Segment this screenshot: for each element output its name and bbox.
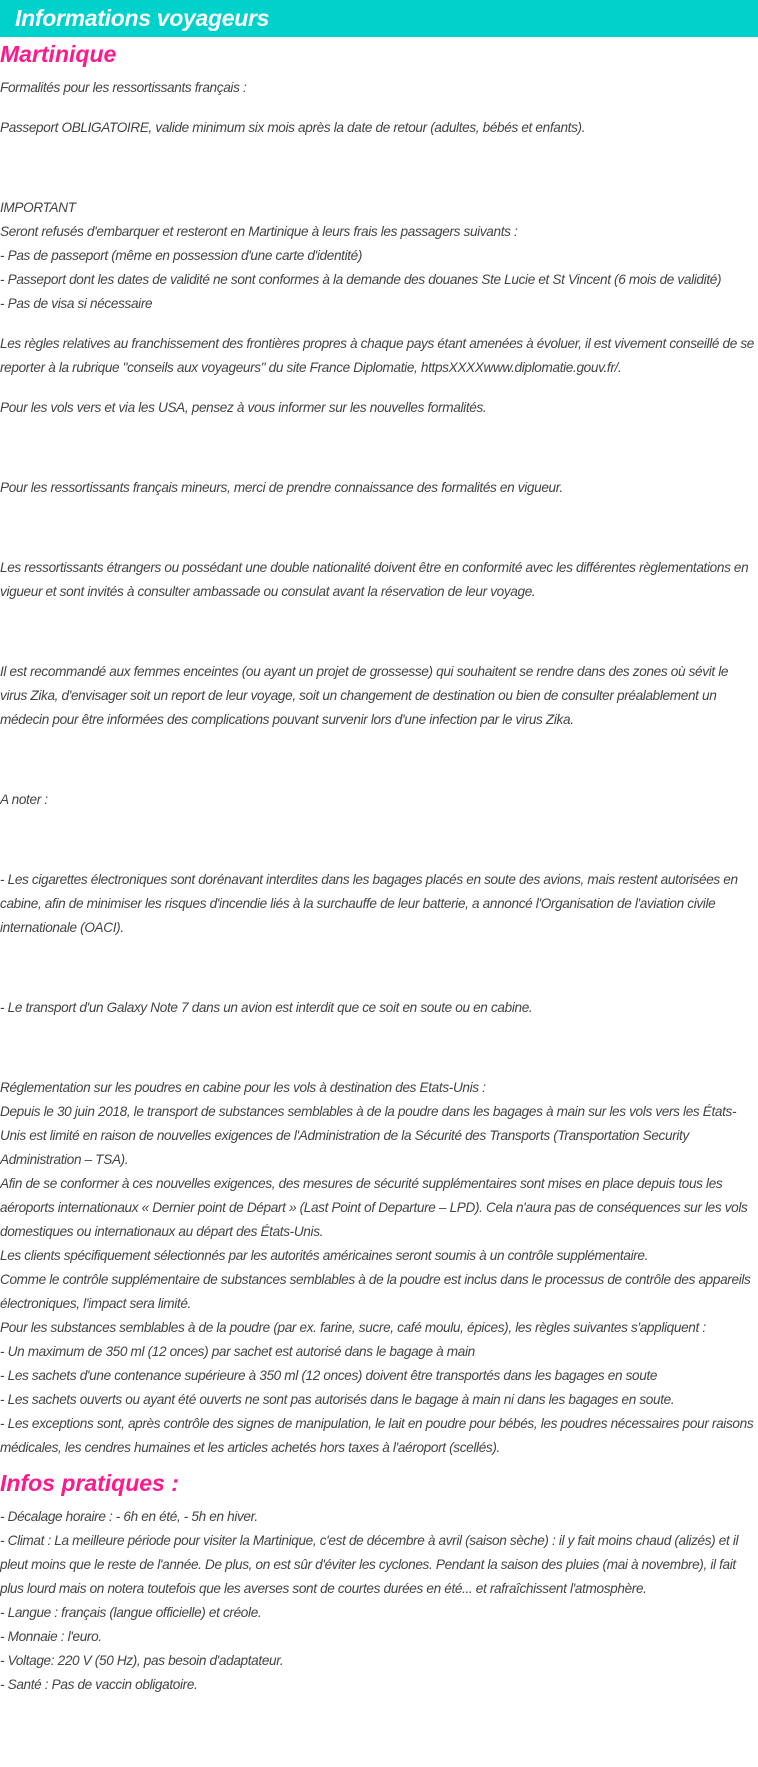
zika-warning: Il est recommandé aux femmes enceintes (ou ayant un projet de grossesse) qui souhaitent se rendre dans des zones où sévit le virus Zika, d'envisager soit un report de leur voyage, soit un changement de destination ou bien de consulter préalablement un médecin pour être informées des complications pouvant survenir lors d'une infection par le virus Zika. [0,664,729,727]
passport-requirement: Passeport OBLIGATOIRE, valide minimum six mois après la date de retour (adultes, bébés et enfants). [0,120,586,135]
formalities-intro: Formalités pour les ressortissants français : [0,80,247,95]
usa-flights-note: Pour les vols vers et via les USA, pensez à vous informer sur les nouvelles formalités. [0,400,487,415]
powder-rules-line: Depuis le 30 juin 2018, le transport de substances semblables à de la poudre dans les bagages à main sur les vols vers les États-Unis est limité en raison de nouvelles exigences de l'Administration de la Sécurité des Transports (Transportation Security Administration – TSA). [0,1104,737,1167]
important-line: Seront refusés d'embarquer et resteront en Martinique à leurs frais les passagers suivants : [0,224,518,239]
powder-rules-line: Pour les substances semblables à de la poudre (par ex. farine, sucre, café moulu, épices), les règles suivantes s'appliquent : [0,1320,706,1335]
powder-rules-line: - Les exceptions sont, après contrôle des signes de manipulation, le lait en poudre pour bébés, les poudres nécessaires pour raisons médicales, les cendres humaines et les articles achetés hors taxes à l'aéroport (scellés). [0,1416,754,1455]
practical-info-item: - Climat : La meilleure période pour visiter la Martinique, c'est de décembre à avril (saison sèche) : il y fait moins chaud (alizés) et il pleut moins que le reste de l'année. De plus, on est sûr d'éviter les cyclones. Pendant la saison des pluies (mai à novembre), il fait plus lourd mais on notera toutefois que les averses sont de courtes durées en été... et rafraîchissent l'atmosphère. [0,1533,739,1596]
practical-info-title: Infos pratiques : [0,1470,179,1496]
powder-rules-line: Les clients spécifiquement sélectionnés par les autorités américaines seront soumis à un contrôle supplémentaire. [0,1248,649,1263]
powder-rules-line: - Les sachets d'une contenance supérieure à 350 ml (12 onces) doivent être transportés dans les bagages en soute [0,1368,658,1383]
powder-rules-line: Comme le contrôle supplémentaire de substances semblables à de la poudre est inclus dans le processus de contrôle des appareils électroniques, l'impact sera limité. [0,1272,751,1311]
important-line: - Pas de visa si nécessaire [0,296,153,311]
foreigners-note: Les ressortissants étrangers ou possédant une double nationalité doivent être en conformité avec les différentes règlementations en vigueur et sont invités à consulter ambassade ou consulat avant la réservation de leur voyage. [0,560,749,599]
galaxy-note-7-note: - Le transport d'un Galaxy Note 7 dans un avion est interdit que ce soit en soute ou en cabine. [0,1000,533,1015]
border-rules-paragraph: Les règles relatives au franchissement des frontières propres à chaque pays étant amenées à évoluer, il est vivement conseillé de se reporter à la rubrique "conseils aux voyageurs" du site France Diplomatie, httpsXXXXwww.diplomatie.gouv.fr/. [0,336,755,375]
page-header-bar [0,0,758,37]
practical-info-item: - Décalage horaire : - 6h en été, - 5h en hiver. [0,1509,258,1524]
practical-info-item: - Langue : français (langue officielle) et créole. [0,1605,262,1620]
practical-info-item: - Voltage: 220 V (50 Hz), pas besoin d'adaptateur. [0,1653,284,1668]
page-title: Informations voyageurs [15,5,270,31]
traveler-info-content [0,41,758,1697]
powder-rules-line: - Un maximum de 350 ml (12 onces) par sachet est autorisé dans le bagage à main [0,1344,475,1359]
practical-info-item: - Santé : Pas de vaccin obligatoire. [0,1677,198,1692]
powder-rules-line: Réglementation sur les poudres en cabine pour les vols à destination des Etats-Unis : [0,1080,486,1095]
e-cigarettes-note: - Les cigarettes électroniques sont dorénavant interdites dans les bagages placés en soute des avions, mais restent autorisées en cabine, afin de minimiser les risques d'incendie liés à la surchauffe de leur batterie, a annoncé l'Organisation de l'aviation civile internationale (OACI). [0,872,738,935]
important-label: IMPORTANT [0,200,76,215]
powder-rules-line: - Les sachets ouverts ou ayant été ouverts ne sont pas autorisés dans le bagage à main ni dans les bagages en soute. [0,1392,675,1407]
minors-note: Pour les ressortissants français mineurs, merci de prendre connaissance des formalités en vigueur. [0,480,563,495]
powder-rules-line: Afin de se conformer à ces nouvelles exigences, des mesures de sécurité supplémentaires sont mises en place depuis tous les aéroports internationaux « Dernier point de Départ » (Last Point of Departure – LPD). Cela n'aura pas de conséquences sur les vols domestiques ou internationaux au départ des États-Unis. [0,1176,748,1239]
important-line: - Passeport dont les dates de validité ne sont conformes à la demande des douanes Ste Lucie et St Vincent (6 mois de validité) [0,272,722,287]
note-label: A noter : [0,792,48,807]
destination-title: Martinique [0,41,117,67]
practical-info-item: - Monnaie : l'euro. [0,1629,102,1644]
important-line: - Pas de passeport (même en possession d'une carte d'identité) [0,248,363,263]
